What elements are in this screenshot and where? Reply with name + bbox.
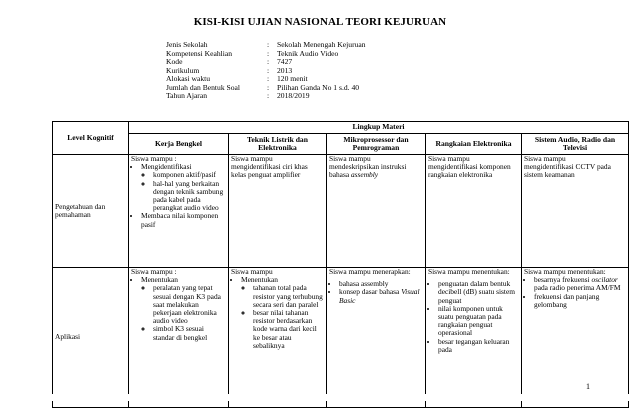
cell-text: mendeskripsikan instruksi bahasa assembly [329, 162, 407, 180]
lingkup-materi-header: Lingkup Materi [129, 122, 629, 134]
cell-intro: Siswa mampu : [131, 154, 177, 163]
page-bottom-mask [0, 394, 640, 401]
meta-key: Kompetensi Keahlian [166, 48, 233, 58]
meta-colon: : [267, 57, 270, 66]
level-kognitif-header: Level Kognitif [53, 122, 129, 155]
level-cell: Pengetahuan dan pemahaman [53, 155, 129, 268]
meta-colon: : [267, 82, 270, 92]
cell-intro: Siswa mampu menentukan: [524, 267, 606, 276]
rangkaian-cell [426, 268, 522, 408]
column-header: Kerja Bengkel [129, 134, 229, 155]
bullet-list [428, 280, 519, 354]
table-row [53, 155, 629, 268]
list-item: • besar tegangan keluaran pada [438, 338, 519, 354]
list-item: • konsep dasar bahasa Visual Basic [339, 288, 423, 304]
teknik-listrik-cell [229, 268, 327, 408]
document-title: KISI-KISI UJIAN NASIONAL TEORI KEJURUAN [193, 16, 447, 28]
sistem-audio-cell [522, 155, 629, 268]
list-item: • Menentukan ◦ peralatan yang tepat sesuai dengan K3 pada saat melakukan pekerjaan elektronika audio video ◦ simbol K3 sesuai standar di bengkel [141, 276, 226, 342]
column-header: Mikroprosessor dan Pemrograman [327, 134, 426, 155]
list-item: • penguatan dalam bentuk decibell (dB) suatu sistem penguat [438, 280, 519, 305]
rangkaian-cell [426, 155, 522, 268]
level-cell: Aplikasi [53, 268, 129, 408]
meta-value: 2018/2019 [277, 91, 310, 100]
meta-key: Jenis Sekolah [166, 40, 208, 49]
cell-intro: Siswa mampu menentukan: [428, 267, 510, 276]
column-header: Rangkaian Elektronika [426, 134, 522, 155]
mikroprosessor-cell [327, 155, 426, 268]
cell-intro: Siswa mampu menerapkan: [329, 267, 411, 276]
list-item: ◦ besar nilai tahanan resistor berdasarkan kode warna dari kecil ke besar atau sebaliknya [253, 309, 324, 350]
cell-intro: Siswa mampu [524, 154, 566, 163]
list-item: • bahasa assembly [339, 280, 423, 288]
teknik-listrik-cell [229, 155, 327, 268]
meta-colon: : [267, 48, 270, 58]
bullet-list [131, 276, 226, 342]
cell-text: mengidentifikasi ciri khas kelas penguat amplifier [231, 162, 308, 180]
meta-key: Alokasi waktu [166, 74, 211, 83]
sub-list [241, 284, 324, 350]
cell-intro: Siswa mampu : [131, 267, 177, 276]
sistem-audio-cell [522, 268, 629, 408]
meta-value: 2013 [277, 65, 293, 75]
mikroprosessor-cell [327, 268, 426, 408]
exam-grid-table [52, 121, 629, 408]
meta-row [166, 92, 366, 101]
list-item: ◦ hal-hal yang berkaitan dengan teknik sambung pada kabel pada perangkat audio video [153, 180, 226, 213]
kerja-bengkel-cell [129, 155, 229, 268]
meta-colon: : [267, 65, 270, 75]
kerja-bengkel-cell [129, 268, 229, 408]
list-item: ◦ komponen aktif/pasif [153, 171, 226, 179]
meta-value: Pilihan Ganda No 1 s.d. 40 [277, 82, 360, 92]
exam-meta-block [166, 41, 366, 101]
meta-colon: : [267, 74, 270, 83]
meta-row [166, 50, 366, 59]
bullet-list [231, 276, 324, 350]
meta-colon: : [267, 40, 270, 49]
list-item: ◦ peralatan yang tepat sesuai dengan K3 pada saat melakukan pekerjaan elektronika audio video [153, 284, 226, 325]
list-item: • nilai komponen untuk suatu penguatan pada rangkaian penguat operasional [438, 305, 519, 338]
list-item: • Membaca nilai komponen pasif [141, 212, 226, 228]
bullet-list [524, 276, 626, 309]
list-item: • besarnya frekuensi oscilator pada radio penerima AM/FM [534, 276, 626, 292]
bullet-list [329, 280, 423, 305]
meta-key: Jumlah dan Bentuk Soal [166, 82, 241, 92]
cell-text: mengidentifikasi CCTV pada sistem keamanan [524, 162, 611, 180]
list-item: ◦ tahanan total pada resistor yang terhubung secara seri dan paralel [253, 284, 324, 309]
list-item: ◦ simbol K3 sesuai standar di bengkel [153, 325, 226, 341]
sub-list [141, 171, 226, 212]
column-header: Teknik Listrik dan Elektronika [229, 134, 327, 155]
meta-value: Sekolah Menengah Kejuruan [277, 40, 366, 49]
list-item: • frekuensi dan panjang gelombang [534, 293, 626, 309]
meta-key: Kurikulum [166, 65, 200, 75]
cell-intro: Siswa mampu [428, 154, 470, 163]
table-row [53, 268, 629, 408]
meta-value: Teknik Audio Video [277, 48, 339, 58]
sub-list [141, 284, 226, 341]
cell-intro: Siswa mampu [231, 267, 273, 276]
cell-text: mengidentifikasi komponen rangkaian elektronika [428, 162, 511, 180]
bullet-list [131, 163, 226, 229]
meta-value: 120 menit [277, 74, 308, 83]
list-item: • Mengidentifikasi ◦ komponen aktif/pasif ◦ hal-hal yang berkaitan dengan teknik sambung pada kabel pada perangkat audio video [141, 163, 226, 212]
list-item: • Menentukan ◦ tahanan total pada resistor yang terhubung secara seri dan paralel ◦ besar nilai tahanan resistor berdasarkan kode warna dari kecil ke besar atau sebaliknya [241, 276, 324, 350]
meta-colon: : [267, 91, 270, 100]
page-number: 1 [586, 382, 590, 391]
cell-intro: Siswa mampu [231, 154, 273, 163]
cell-intro: Siswa mampu [329, 154, 371, 163]
meta-key: Kode [166, 57, 183, 66]
meta-key: Tahun Ajaran [166, 91, 208, 100]
column-header: Sistem Audio, Radio dan Televisi [522, 134, 629, 155]
meta-value: 7427 [277, 57, 293, 66]
